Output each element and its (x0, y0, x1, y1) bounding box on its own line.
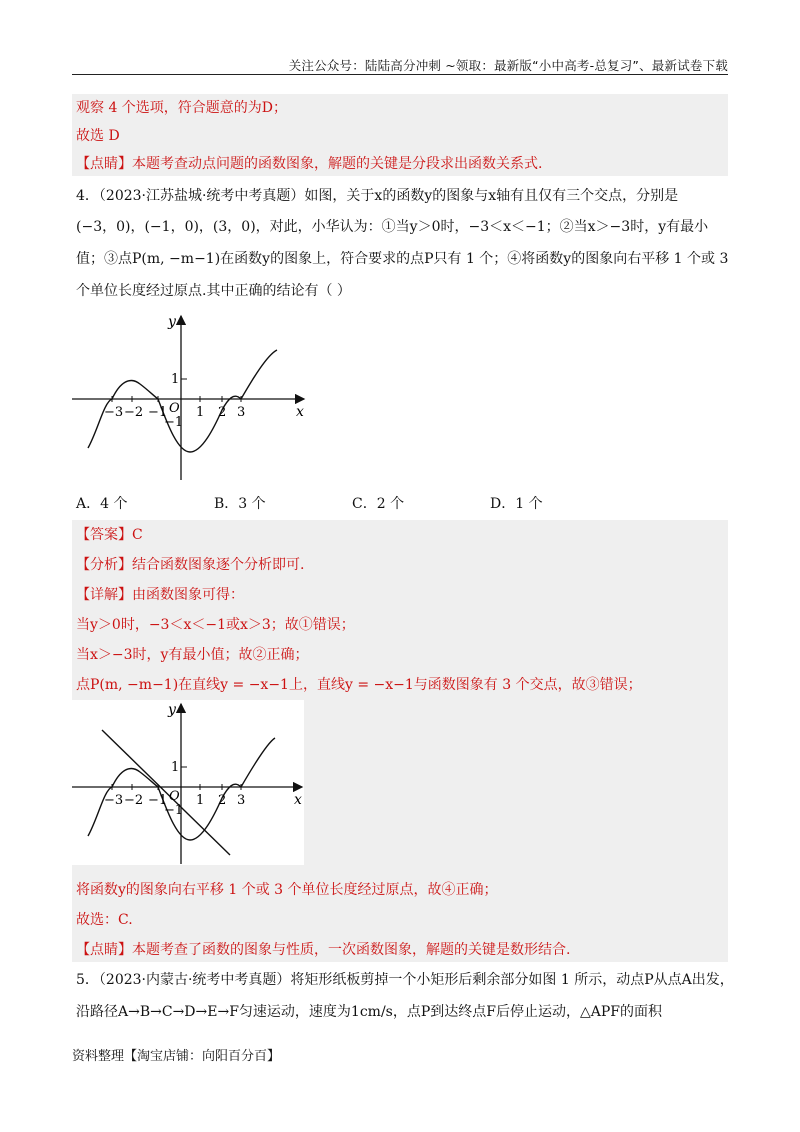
function-graph-2 (72, 700, 304, 865)
detail-line: 【详解】由函数图象可得： (76, 587, 244, 603)
x-tick-neg3-2: −3 (104, 793, 124, 808)
x-tick-neg2-2: −2 (124, 793, 144, 808)
x-tick-1-2: 1 (196, 793, 205, 808)
q4-line-4: 个单位长度经过原点.其中正确的结论有（ ） (76, 283, 351, 299)
q5-line-1: 5．（2023·内蒙古·统考中考真题）将矩形纸板剪掉一个小矩形后剩余部分如图 1 所示，动点P从点A出发， (76, 972, 734, 988)
x-axis-label-2: x (294, 792, 302, 808)
answer-label: 【答案】C (76, 527, 143, 543)
option-c: C．2 个 (352, 496, 405, 512)
x-tick-neg2: −2 (124, 405, 144, 420)
prev-line-3: 【点睛】本题考查动点问题的函数图象，解题的关键是分段求出函数关系式. (76, 156, 543, 172)
x-tick-3-2: 3 (237, 793, 246, 808)
x-tick-3: 3 (237, 405, 246, 420)
analysis-line: 【分析】结合函数图象逐个分析即可. (76, 557, 305, 573)
function-graph-1 (72, 310, 312, 485)
y-neg-one-label-2: −1 (164, 803, 184, 818)
y-one-label-2: 1 (171, 760, 180, 775)
curve (88, 350, 277, 452)
reason-3: 点P(m, −m−1)在直线y = −x−1上，直线y = −x−1与函数图象有 3 个交点，故③错误； (76, 677, 642, 693)
page-header: 关注公众号：陆陆高分冲刺 ~领取：最新版“小中高考-总复习”、最新试卷下载 (288, 58, 728, 73)
origin-label-2: O (169, 789, 180, 804)
option-a: A．4 个 (76, 496, 128, 512)
reason-6: 【点睛】本题考查了函数的图象与性质，一次函数图象，解题的关键是数形结合. (76, 942, 571, 958)
q4-line-2: (−3，0)，(−1，0)，(3，0)，对此，小华认为：①当y＞0时，−3＜x＜−1；②当x＞−3时，y有最小 (76, 219, 709, 235)
x-tick-1: 1 (196, 405, 205, 420)
option-d: D．1 个 (490, 496, 543, 512)
x-tick-2: 2 (218, 405, 227, 420)
q4-line-3: 值；③点P(m, −m−1)在函数y的图象上，符合要求的点P只有 1 个；④将函数y的图象向右平移 1 个或 3 (76, 251, 729, 267)
option-b: B．3 个 (214, 496, 266, 512)
x-tick-neg1: −1 (148, 405, 168, 420)
y-one-label: 1 (171, 372, 180, 387)
y-axis-label: y (168, 314, 176, 330)
reason-1: 当y＞0时，−3＜x＜−1或x＞3；故①错误； (76, 617, 355, 633)
reason-4: 将函数y的图象向右平移 1 个或 3 个单位长度经过原点，故④正确； (76, 882, 498, 898)
q4-line-1: 4．（2023·江苏盐城·统考中考真题）如图，关于x的函数y的图象与x轴有且仅有三个交点，分别是 (76, 188, 679, 204)
x-tick-2-2: 2 (218, 793, 227, 808)
q5-line-2: 沿路径A→B→C→D→E→F匀速运动，速度为1cm/s，点P到达终点F后停止运动，△APF的面积 (76, 1004, 662, 1020)
reason-2: 当x＞−3时，y有最小值；故②正确； (76, 647, 309, 663)
prev-line-2: 故选 D (76, 128, 120, 144)
reason-5: 故选：C. (76, 912, 133, 928)
x-tick-neg1-2: −1 (148, 793, 168, 808)
x-axis-label: x (296, 404, 304, 420)
prev-line-1: 观察 4 个选项，符合题意的为D； (76, 100, 288, 116)
header-rule (72, 74, 728, 75)
y-neg-one-label: −1 (164, 415, 184, 430)
y-axis-label-2: y (168, 702, 176, 718)
origin-label: O (169, 401, 180, 416)
x-tick-neg3: −3 (104, 405, 124, 420)
page-footer: 资料整理【淘宝店铺：向阳百分百】 (72, 1049, 281, 1064)
